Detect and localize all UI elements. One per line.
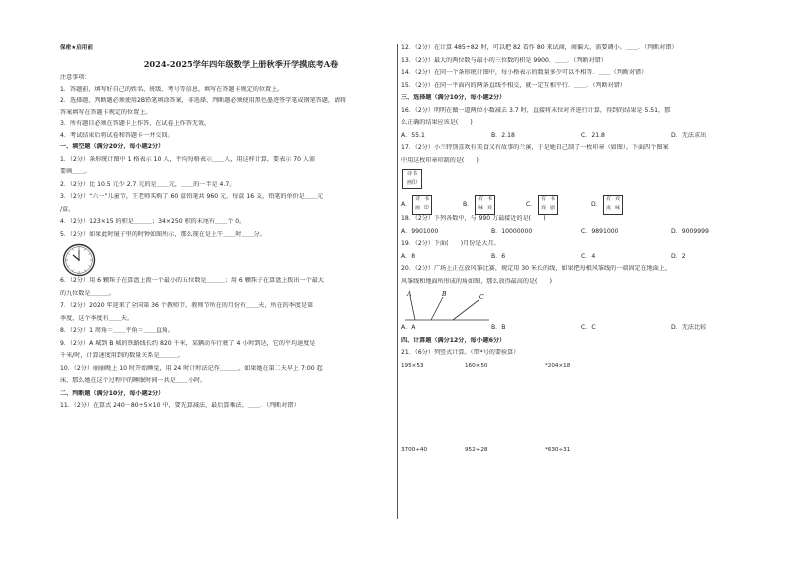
- question-4: 4．（2分）123×15 的积是＿＿＿；34×250 积的末尾有＿＿个 0。: [60, 218, 246, 225]
- left-column: [60, 44, 422, 415]
- question-18-options: [401, 228, 763, 241]
- label-c: C: [479, 294, 484, 301]
- question-20-options: [401, 324, 763, 337]
- option-d[interactable]: D．9009999: [671, 227, 709, 235]
- stamp-options-row: [401, 195, 761, 215]
- question-16: 16．（2分）明明在做一道两位小数减去 3.7 时，直接将末位对齐进行计算，得到的结果是 5.51，那: [401, 106, 671, 114]
- option-c[interactable]: C．C: [581, 324, 596, 331]
- calc-item: 952÷28: [465, 447, 488, 453]
- exam-title: 2024-2025学年四年级数学上册秋季开学摸底考A卷: [143, 59, 339, 69]
- question-11: 11．（2分）在算式 240－80÷5×10 中，要先算减法，最后算乘法。＿＿．（判断对错）: [60, 402, 300, 409]
- calc-item: *630÷31: [545, 447, 571, 453]
- question-7: 7．（2分）2020 年迎来了全国第 36 个教师节，教师节所在的月份有＿＿天，所在的季度是第: [60, 302, 314, 309]
- option-b[interactable]: B．6: [491, 252, 506, 260]
- question-20-cont: 风筝线和地面所形成的角如图，那么放得最高的是( ): [401, 277, 553, 285]
- question-1-cont: 要画＿＿。: [60, 168, 91, 175]
- stamp-line-2: 画印: [406, 179, 417, 186]
- stamp-char: 书: [550, 197, 555, 202]
- notes-block: [60, 74, 422, 143]
- note-item: 答案填写在答题卡规定的位置上。: [60, 108, 152, 116]
- question-3-cont: /盒。: [60, 205, 75, 213]
- kite-line-b: [431, 297, 443, 320]
- stamp-char: 有: [541, 197, 546, 202]
- question-2: 2．（2分）比 10.5 元少 2.7 元的是＿＿元，＿＿的一半是 4.7。: [60, 180, 236, 188]
- question-10: 10．（2分）丽丽晚上 10 时开始睡觉，用 24 时计时法记作＿＿＿，如果她在第二天早上 7:00 起: [60, 364, 323, 372]
- stamp-char: 书: [424, 197, 429, 202]
- option-d[interactable]: D．2: [671, 252, 686, 260]
- note-item: 3．所有题目必须在答题卡上作答，在试卷上作答无效。: [60, 120, 211, 127]
- question-16-options: [401, 132, 763, 145]
- calc-item: 195×53: [401, 362, 424, 369]
- calc-item: *204×18: [545, 362, 571, 369]
- mirror-clock-icon: [62, 243, 96, 277]
- question-17-figures: [401, 169, 763, 215]
- question-21: 21．（6分）列竖式计算。（带*号的要验算）: [401, 349, 520, 356]
- right-column: [401, 44, 763, 459]
- option-c[interactable]: C．9891000: [581, 227, 619, 235]
- section-judge-heading: 二、判断题（满分10分，每小题2分）: [60, 389, 165, 397]
- stamp-char: 戏: [541, 206, 546, 211]
- stamp-char: 印: [424, 206, 429, 211]
- notes-heading: 注意事项：: [60, 74, 91, 81]
- column-divider: [397, 44, 398, 519]
- option-d[interactable]: D．无法比较: [671, 324, 707, 331]
- question-3: 3．（2分）“六一”儿童节，王老师买购了 60 盒铅笔共 960 元，每盒 16 支，铅笔的单价是＿＿元: [60, 193, 324, 200]
- stamp-char: 成: [606, 206, 611, 211]
- question-20: 20．（2分）广场上正在放风筝比赛，规定用 30 米长的线，如果把每根风筝线的一端固定在地面上，: [401, 265, 672, 272]
- stamp-option-c[interactable]: [538, 195, 558, 215]
- stamp-char: 剧: [550, 206, 555, 211]
- calc-workspace: [401, 374, 763, 446]
- question-10-cont: 床，那么她在这个过程中的睡眠时间一共是＿＿小时。: [60, 377, 207, 384]
- option-d[interactable]: D．无法求出: [671, 131, 707, 139]
- question-9-cont: 千米/时，计算速度用到的数量关系是＿＿＿。: [60, 352, 184, 359]
- option-c[interactable]: C．4: [581, 252, 596, 260]
- section-fill-blank-heading: 一、填空题（满分20分，每小题2分）: [60, 143, 165, 150]
- question-18: 18．（2分）下列各数中，与 990 万最接近的是( ): [401, 215, 546, 222]
- question-13: 13．（2分）最大的两位数与最小的三位数的积是 9900．＿＿．（判断对错）: [401, 56, 607, 64]
- question-8: 8．（2分）1 周角＝＿＿平角＝＿＿直角。: [60, 327, 175, 334]
- secret-label: 保密★启用前: [60, 45, 93, 51]
- stamp-option-c-label[interactable]: C．: [526, 201, 537, 208]
- stamp-char: 戏: [615, 197, 620, 202]
- question-15: 15．（2分）在同一平面内的两条直线不相交，就一定互相平行．＿＿．（判断对错）: [401, 81, 626, 89]
- stamp-char: 诗: [415, 197, 420, 202]
- stamp-char: 有: [606, 197, 611, 202]
- question-9: 9．（2分）A 城到 B 城的铁路线长约 820 千米，某辆动车行驶了 4 小时到达，它的平均速度是: [60, 339, 316, 347]
- stamp-option-a[interactable]: [412, 195, 432, 215]
- question-17-cont: 中用这枚印章印制的是( ): [401, 156, 479, 164]
- stamp-char: 画: [415, 206, 420, 211]
- question-7-cont: 季度，这个季度有＿＿天。: [60, 314, 134, 322]
- question-1: 1．（2分）条形统计图中 1 格表示 10 人，平均每格表示＿＿人，用这样计算，要表示 70 人需: [60, 155, 316, 163]
- option-a[interactable]: A．9901000: [401, 227, 439, 235]
- question-17: 17．（2分）小兰特别喜欢有美食又有故事的兰溪，于是她自己制了一枚印章（如图）。下面四个图案: [401, 144, 669, 151]
- stamp-option-d[interactable]: [603, 195, 623, 215]
- stamp-option-d-label[interactable]: D．: [591, 201, 602, 208]
- stamp-char: 戏: [487, 206, 492, 211]
- option-a[interactable]: A．55.1: [401, 131, 425, 139]
- note-item: 4．考试结束后将试卷和答题卡一并交回。: [60, 131, 174, 139]
- stamp-char: 有: [478, 197, 483, 202]
- stamp-line-1: 诗书: [406, 171, 417, 177]
- note-item: 2．选择题，判断题必须使用2B铅笔填涂答案，非选择、判断题必须使用黑色墨迹签字笔或钢笔答题，请将: [60, 97, 347, 104]
- label-a: A: [407, 291, 412, 298]
- question-12: 12．（2分）在计算 485÷82 时，可以把 82 看作 80 来试商，商偏大，需要调小。＿＿．（判断对错）: [401, 44, 678, 51]
- note-item: 1．答题前，填写好自己的姓名、班级、考号等信息，填写在答题卡规定的位置上。: [60, 85, 284, 93]
- calc-row-1: [401, 362, 763, 375]
- kite-diagram-area: [401, 290, 763, 324]
- question-16-cont: 么正确的结果应该是( ): [401, 119, 473, 126]
- stamp-option-b-label[interactable]: B．: [463, 201, 474, 208]
- kite-line-a: [410, 296, 415, 320]
- stamp-option-b[interactable]: [475, 195, 495, 215]
- section-calc-heading: 四、计算题（满分12分，每小题6分）: [401, 336, 506, 344]
- stamp-char: 味: [615, 206, 620, 211]
- stamp-figure: [402, 169, 422, 189]
- question-5: 5．（2分）如果此时镜子里的时钟如图所示，那么现在是上午＿＿时＿＿分。: [60, 230, 266, 238]
- label-b: B: [442, 291, 447, 298]
- stamp-char: 书: [487, 197, 492, 202]
- option-b[interactable]: B．2.18: [491, 131, 515, 139]
- section-choice-heading: 三、选择题（满分10分，每小题2分）: [401, 94, 506, 101]
- question-6-cont: 的九位数是＿＿＿。: [60, 289, 115, 297]
- option-c[interactable]: C．21.8: [581, 131, 605, 139]
- question-6: 6．（2分）用 6 颗珠子在算盘上拨一个最小的五位数是＿＿＿；用 6 颗珠子在算盘上拨出一个最大: [60, 277, 324, 284]
- stamp-char: 味: [478, 206, 483, 211]
- option-b[interactable]: B．B: [491, 324, 506, 331]
- question-14: 14．（2分）在同一个条形统计图中，每小格表示的数量多少可以不相等．＿＿（判断对错）: [401, 69, 648, 76]
- kite-angle-diagram: [403, 290, 493, 324]
- calc-item: 3700÷40: [401, 447, 428, 453]
- option-a[interactable]: A．8: [401, 252, 416, 260]
- stamp-option-a-label[interactable]: A．: [401, 201, 412, 208]
- option-a[interactable]: A．A: [401, 324, 416, 331]
- calc-row-2: [401, 446, 763, 459]
- kite-line-c: [453, 300, 479, 320]
- question-19: 19．（2分）下面( )月份是大月。: [401, 240, 500, 247]
- option-b[interactable]: B．10000000: [491, 227, 533, 235]
- clock-area: [60, 243, 422, 277]
- question-19-options: [401, 253, 763, 266]
- calc-item: 160×50: [465, 362, 488, 369]
